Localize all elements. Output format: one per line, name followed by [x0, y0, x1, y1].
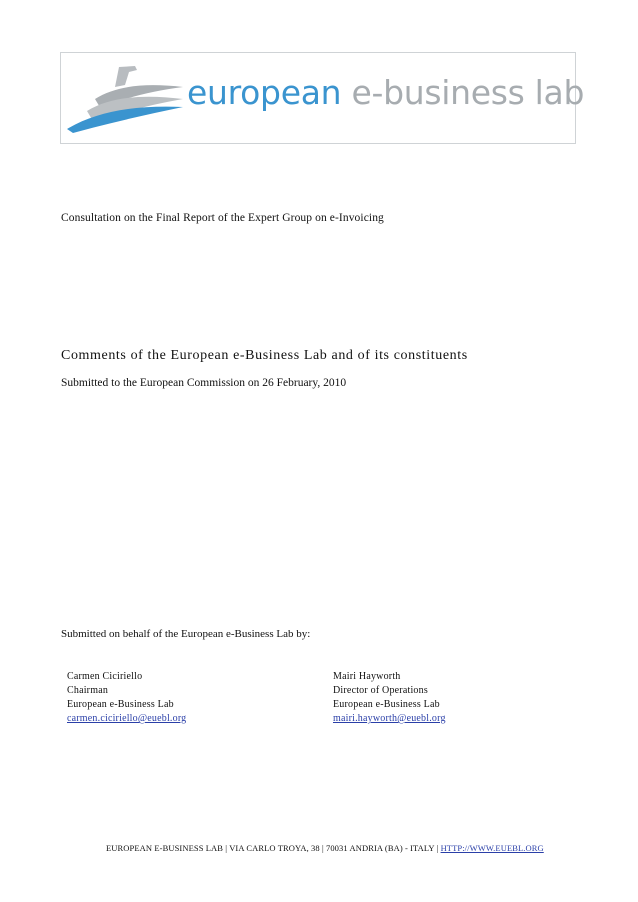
- footer-separator: |: [436, 843, 439, 853]
- signatory-org: European e-Business Lab: [67, 699, 174, 710]
- consultation-title: Consultation on the Final Report of the Expert Group on e-Invoicing: [61, 212, 384, 224]
- signatory-name: Mairi Hayworth: [333, 671, 401, 682]
- wave-logo-icon: [65, 63, 185, 133]
- signatory-role: Director of Operations: [333, 685, 428, 696]
- on-behalf-line: Submitted on behalf of the European e-Business Lab by:: [61, 628, 311, 640]
- signatory-org: European e-Business Lab: [333, 699, 440, 710]
- comments-heading: Comments of the European e-Business Lab and of its constituents: [61, 348, 468, 363]
- footer-separator: |: [225, 843, 228, 853]
- page-footer: [106, 843, 544, 853]
- signatory-block-chairman: [67, 670, 186, 726]
- signatory-block-director: [333, 670, 446, 726]
- submission-date-line: Submitted to the European Commission on 26 February, 2010: [61, 377, 347, 389]
- signatory-name: Carmen Ciciriello: [67, 671, 143, 682]
- signatory-role: Chairman: [67, 685, 109, 696]
- logo-word-european: european: [187, 73, 342, 112]
- logo-banner: [60, 52, 585, 144]
- logo-word-ebusiness-lab: e-business lab: [351, 73, 585, 112]
- footer-org: EUROPEAN E-BUSINESS LAB: [106, 843, 224, 853]
- logo-wordmark: [187, 73, 584, 112]
- signatory-email-link[interactable]: carmen.ciciriello@euebl.org: [67, 713, 187, 724]
- footer-address: VIA CARLO TROYA, 38 | 70031 ANDRIA (BA) - ITALY: [229, 843, 435, 853]
- signatory-email-link[interactable]: mairi.hayworth@euebl.org: [333, 713, 446, 724]
- footer-website-link[interactable]: HTTP://WWW.EUEBL.ORG: [440, 843, 544, 853]
